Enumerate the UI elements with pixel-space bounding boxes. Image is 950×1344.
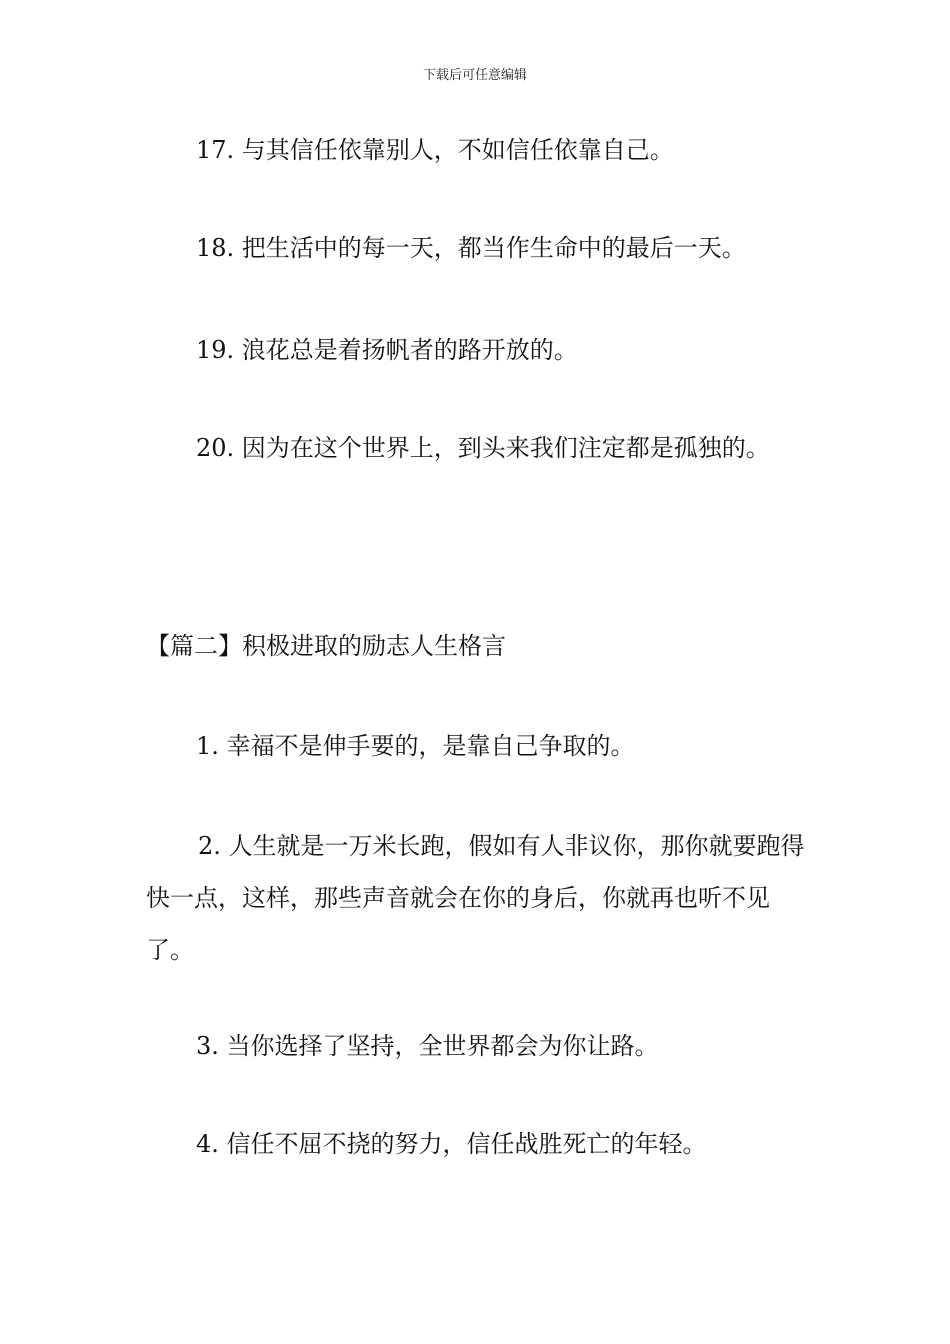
quote-item-19: 19. 浪花总是着扬帆者的路开放的。 <box>196 336 578 364</box>
quote-item-1: 1. 幸福不是伸手要的，是靠自己争取的。 <box>196 732 635 760</box>
section-heading: 【篇二】积极进取的励志人生格言 <box>146 632 506 660</box>
quote-item-20: 20. 因为在这个世界上，到头来我们注定都是孤独的。 <box>196 434 770 462</box>
quote-item-4: 4. 信任不屈不挠的努力，信任战胜死亡的年轻。 <box>196 1130 707 1158</box>
quote-item-17: 17. 与其信任依靠别人，不如信任依靠自己。 <box>196 136 674 164</box>
quote-item-18: 18. 把生活中的每一天，都当作生命中的最后一天。 <box>196 234 746 262</box>
page-header-note: 下载后可任意编辑 <box>422 68 527 83</box>
quote-item-3: 3. 当你选择了坚持，全世界都会为你让路。 <box>196 1032 659 1060</box>
quote-item-2: 2. 人生就是一万米长跑，假如有人非议你，那你就要跑得快一点，这样，那些声音就会在你的身后，你就再也听不见了。 <box>146 832 805 964</box>
